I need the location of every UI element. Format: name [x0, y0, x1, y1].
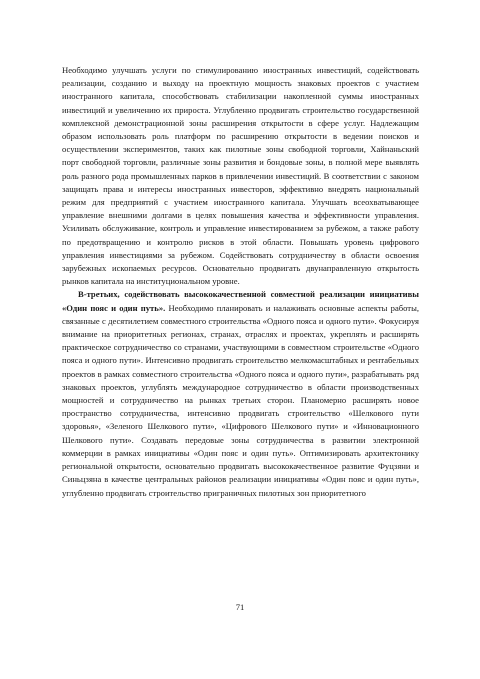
paragraph-text: Необходимо планировать и налаживать основные аспекты работы, связанные с десятилетием совместного строительства «Одного пояса и одного пути». Фокусируя внимание на приоритетных регионах, странах, отраслях и проектах, укреплять и расширять практическое сотрудничество со странами, участвующими в совместном строительстве «Одного пояса и одного пути». Интенсивно продвигать строительство мелкомасштабных и рентабельных проектов в рамках совместного строительства «Одного пояса и одного пути», разрабатывать ряд знаковых проектов, углублять международное сотрудничество в области производственных мощностей и сотрудничество на рынках третьих сторон. Планомерно расширять новое пространство сотрудничества, интенсивно продвигать строительство «Шелкового пути здоровья», «Зеленого Шелкового пути», «Цифрового Шелкового пути» и «Инновационного Шелкового пути». Создавать передовые зоны сотрудничества в развитии электронной коммерции в рамках инициативы «Один пояс и один путь». Оптимизировать архитектонику региональной открытости, основательно продвигать высококачественное развитие Фуцзяни и Синьцзяна в качестве центральных районов реализации инициативы «Один пояс и один путь», углубленно продвигать строительство приграничных пилотных зон приоритетного	[62, 302, 419, 498]
document-page	[62, 64, 419, 654]
section-heading-inline: В-третьих, содействовать высококачественной совместной реализации инициативы «Один пояс и один путь».	[62, 289, 419, 313]
body-paragraph: Необходимо улучшать услуги по стимулированию иностранных инвестиций, содействовать реализации, созданию и выходу на проектную мощность знаковых проектов с участием иностранного капитала, способствовать стабилизации накопленной суммы иностранных инвестиций и увеличению их прироста. Углубленно продвигать строительство государственной комплексной демонстрационной зоны расширения открытости в сфере услуг. Надлежащим образом использовать роль платформ по расширению открытости в ведении поисков и осуществлении экспериментов, таких как пилотные зоны свободной торговли, Хайнаньский порт свободной торговли, различные зоны развития и бондовые зоны, в полной мере выявлять роль разного рода промышленных парков в привлечении инвестиций. В соответствии с законом защищать права и интересы иностранных инвесторов, эффективно внедрять национальный режим для предприятий с участием иностранного капитала. Улучшать всеохватывающее управление внешними долгами в целях повышения качества и эффективности управления. Усиливать обслуживание, контроль и управление инвестированием за рубежом, а также работу по предотвращению и контролю рисков в этой области. Повышать уровень цифрового управления инвестициями за рубежом. Содействовать сотрудничеству в области освоения зарубежных ископаемых ресурсов. Основательно продвигать двунаправленную открытость рынков капитала на институциональном уровне.	[62, 65, 419, 287]
page-number: 71	[235, 602, 245, 612]
body-paragraph	[62, 288, 419, 499]
